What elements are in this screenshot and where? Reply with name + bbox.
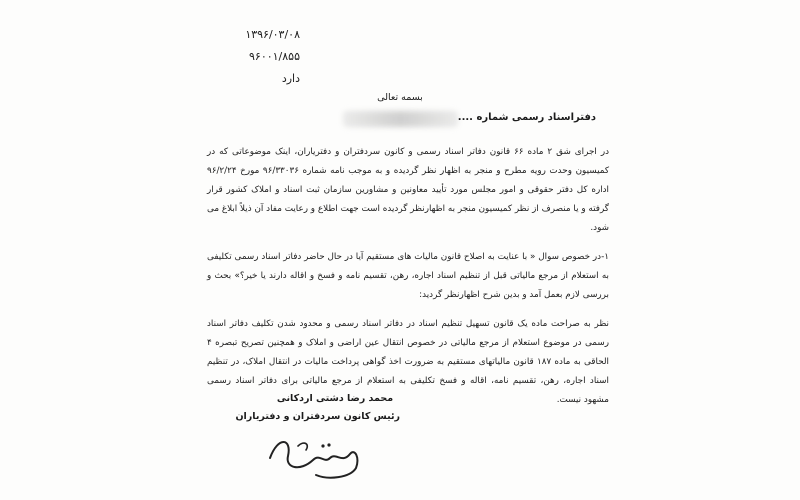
redacted-blur [343, 111, 458, 127]
paragraph-opinion: نظر به صراحت ماده یک قانون تسهیل تنظیم اسناد در دفاتر اسناد رسمی و محدود شدن تکلیف دفاتر اسناد رسمی در موضوع استعلام از مرجع مالیاتی در خصوص انتقال عین اراضی و املاک و همچنین تصریح تبصره ۴ الحاقی به ماده ۱۸۷ قانون مالیاتهای مستقیم به ضرورت اخذ گواهی پرداخت مالیات در انتقال املاک، در تنظیم اسناد اجاره، رهن، تقسیم نامه، اقاله و فسخ تکلیفی به استعلام از مرجع مالیاتی برای دفاتر اسناد رسمی مشهود نیست. [207, 319, 610, 405]
letter-body [207, 143, 609, 420]
paragraph-question: ۱-در خصوص سوال « با عنایت به اصلاح قانون مالیات های مستقیم آیا در حال حاضر دفاتر اسناد رسمی تکلیفی به استعلام از مرجع مالیاتی قبل از تنظیم اسناد اجاره، رهن، تقسیم نامه و فسخ و اقاله دارند یا خیر؟» بحث و بررسی لازم بعمل آمد و بدین شرح اظهارنظر گردید: [207, 252, 609, 300]
addressee-line: دفتراسناد رسمی شماره .... [457, 112, 596, 123]
signature-block [235, 390, 400, 426]
letter-number: ۹۶۰۰۱/۸۵۵ [249, 50, 300, 63]
letter-date: ۱۳۹۶/۰۳/۰۸ [245, 28, 300, 41]
paragraph-intro: در اجرای شق ۲ ماده ۶۶ قانون دفاتر اسناد رسمی و کانون سردفتران و دفتریاران، اینک موضوعاتی که در کمیسیون وحدت رویه مطرح و منجر به اظهار نظر گردیده و به موجب نامه شماره ۹۶/۳۳۰۳۶ مورخ ۹۶/۲/۲۴ اداره کل دفتر حقوقی و امور مجلس مورد تأیید معاونین و مشاورین سازمان ثبت اسناد و املاک کشور قرار گرفته و یا منصرف از نظر کمیسیون منجر به اظهارنظر گردیده است جهت اطلاع و رعایت مفاد آن ذیلاً ابلاغ می شود. [207, 147, 610, 233]
letter-meta [210, 24, 300, 90]
letter-attachment: دارد [281, 72, 300, 85]
signatory-name: محمد رضا دشتی اردکانی [276, 393, 394, 404]
handwritten-signature [258, 428, 368, 483]
basmala-heading: بسمه تعالی [377, 92, 423, 103]
signatory-title: رئیس کانون سردفتران و دفتریاران [235, 411, 400, 422]
